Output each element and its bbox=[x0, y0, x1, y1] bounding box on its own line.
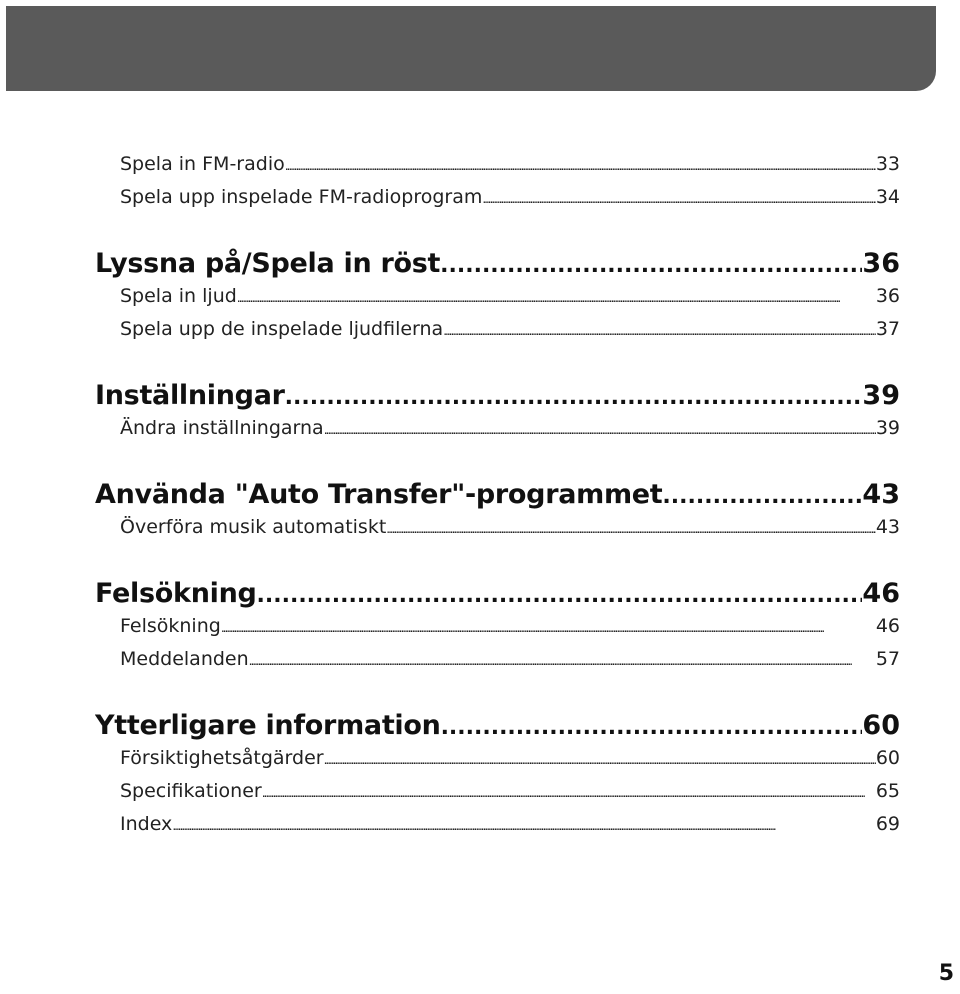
toc-section-heading[interactable] bbox=[95, 475, 900, 515]
dot-leader bbox=[441, 706, 863, 746]
toc-section-heading[interactable] bbox=[95, 376, 900, 416]
toc-section-title: Felsökning bbox=[95, 574, 257, 614]
dot-leader bbox=[440, 244, 862, 284]
toc-entry-title: Spela upp de inspelade ljudfilerna bbox=[120, 313, 443, 346]
toc-section-title: Lyssna på/Spela in röst bbox=[95, 244, 440, 284]
dot-leader bbox=[443, 313, 876, 346]
toc-section-heading[interactable] bbox=[95, 244, 900, 284]
toc-entry-page: 69 bbox=[876, 808, 900, 841]
toc-entry[interactable] bbox=[120, 742, 900, 775]
toc-entry[interactable] bbox=[120, 643, 900, 676]
page-number: 5 bbox=[938, 961, 954, 986]
toc-section-title: Inställningar bbox=[95, 376, 285, 416]
toc-entry-title: Spela in FM-radio bbox=[120, 148, 285, 181]
toc-entry[interactable] bbox=[120, 610, 900, 643]
header-bar bbox=[6, 6, 936, 91]
toc-entry-title: Index bbox=[120, 808, 172, 841]
toc-section-title: Använda "Auto Transfer"-programmet bbox=[95, 475, 662, 515]
toc-section-heading[interactable] bbox=[95, 706, 900, 746]
toc-entry[interactable] bbox=[120, 808, 900, 841]
toc-entry-page: 34 bbox=[876, 181, 900, 214]
dot-leader bbox=[662, 475, 862, 515]
dot-leader bbox=[285, 376, 863, 416]
toc-entry-page: 65 bbox=[876, 775, 900, 808]
toc-entry-title: Spela in ljud bbox=[120, 280, 237, 313]
toc-entry-page: 57 bbox=[876, 643, 900, 676]
toc-entry-page: 43 bbox=[876, 511, 900, 544]
toc-entry-page: 39 bbox=[876, 412, 900, 445]
toc-entry-title: Ändra inställningarna bbox=[120, 412, 324, 445]
toc-entry-page: 46 bbox=[876, 610, 900, 643]
toc-section-page: 39 bbox=[862, 376, 900, 416]
toc-entry[interactable] bbox=[120, 280, 900, 313]
toc-entry[interactable] bbox=[120, 181, 900, 214]
toc-entry-page: 36 bbox=[876, 280, 900, 313]
dot-leader bbox=[262, 775, 876, 808]
toc-entry-page: 33 bbox=[876, 148, 900, 181]
dot-leader bbox=[285, 148, 876, 181]
dot-leader bbox=[249, 643, 876, 676]
dot-leader bbox=[324, 412, 876, 445]
toc-section-heading[interactable] bbox=[95, 574, 900, 614]
toc-entry-page: 60 bbox=[876, 742, 900, 775]
table-of-contents bbox=[95, 148, 900, 841]
dot-leader bbox=[237, 280, 876, 313]
toc-section-page: 36 bbox=[862, 244, 900, 284]
toc-entry[interactable] bbox=[120, 148, 900, 181]
toc-entry-page: 37 bbox=[876, 313, 900, 346]
dot-leader bbox=[172, 808, 876, 841]
toc-entry-title: Felsökning bbox=[120, 610, 221, 643]
toc-section-title: Ytterligare information bbox=[95, 706, 441, 746]
toc-entry[interactable] bbox=[120, 511, 900, 544]
toc-entry-title: Försiktighetsåtgärder bbox=[120, 742, 324, 775]
toc-entry-title: Meddelanden bbox=[120, 643, 249, 676]
toc-entry-title: Specifikationer bbox=[120, 775, 262, 808]
toc-entry[interactable] bbox=[120, 775, 900, 808]
dot-leader bbox=[257, 574, 863, 614]
toc-entry-title: Spela upp inspelade FM-radioprogram bbox=[120, 181, 482, 214]
toc-section-page: 43 bbox=[862, 475, 900, 515]
dot-leader bbox=[386, 511, 876, 544]
dot-leader bbox=[324, 742, 876, 775]
dot-leader bbox=[482, 181, 875, 214]
toc-entry[interactable] bbox=[120, 313, 900, 346]
toc-section-page: 46 bbox=[862, 574, 900, 614]
dot-leader bbox=[221, 610, 876, 643]
toc-entry-title: Överföra musik automatiskt bbox=[120, 511, 386, 544]
toc-section-page: 60 bbox=[862, 706, 900, 746]
toc-entry[interactable] bbox=[120, 412, 900, 445]
